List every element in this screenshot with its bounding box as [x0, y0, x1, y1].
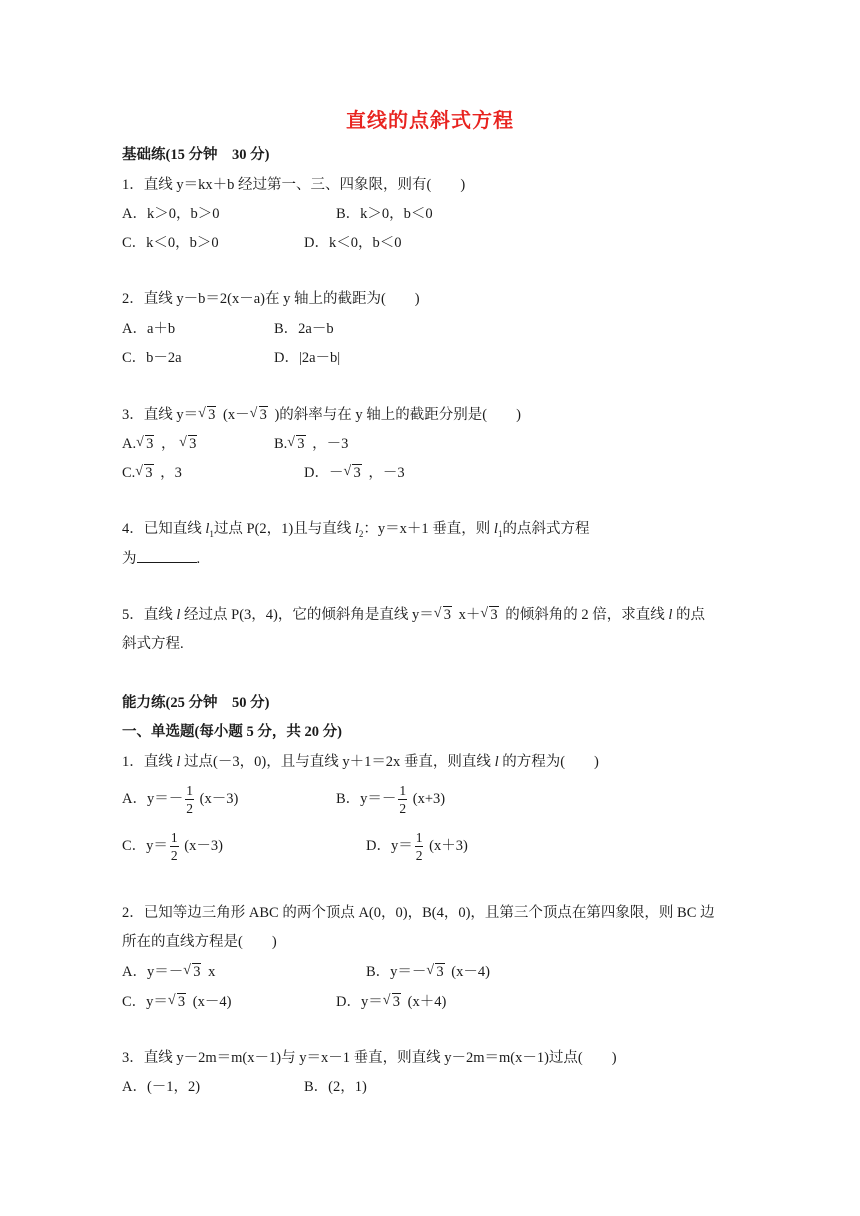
pq1-text: 过点(－3，0)，且与直线 y＋1＝2x 垂直，则直线: [180, 754, 495, 770]
question-1-option-b: B．k＞0，b＜0: [336, 206, 433, 222]
ability-question-2-option-a: [122, 963, 215, 981]
q5-text: x＋: [455, 607, 481, 623]
q3-stem-part: 3．直线 y＝: [122, 407, 199, 423]
option-label: C．y＝: [122, 994, 168, 1010]
ability-question-2-line-1: 2．已知等边三角形 ABC 的两个顶点 A(0，0)，B(4，0)，且第三个顶点在第四象限，则 BC 边: [122, 905, 715, 921]
pq1-text: 的方程为( ): [498, 754, 599, 770]
variable-l: l: [668, 607, 673, 623]
ability-question-1-option-c: [122, 829, 223, 864]
question-1-stem: 1．直线 y＝kx＋b 经过第一、三、四象限，则有( ): [122, 177, 466, 193]
q4-text: ：y＝x＋1 垂直，则: [363, 521, 494, 537]
q5-text: 的倾斜角的 2 倍，求直线: [501, 607, 669, 623]
option-text: (x+3): [409, 790, 446, 807]
fraction: [398, 782, 407, 817]
question-2-option-b: B．2a－b: [274, 321, 334, 337]
question-5-stem: [122, 606, 705, 624]
ability-question-3-option-a: A．(－1，2): [122, 1079, 201, 1095]
option-label: B．y＝－: [366, 964, 427, 980]
option-text: (x－3): [195, 790, 239, 807]
question-3-stem: [122, 406, 521, 424]
numerator: 1: [399, 783, 407, 798]
denominator: 2: [170, 848, 178, 863]
numerator: 1: [186, 783, 193, 798]
question-4-line-2: [122, 550, 200, 568]
ability-question-2-option-d: [336, 993, 446, 1011]
option-text: ，: [157, 436, 176, 452]
variable-l: l: [205, 521, 210, 537]
sqrt-symbol: [287, 435, 305, 453]
q4-text: 的点斜式方程: [502, 521, 590, 537]
option-text: (x－4): [189, 994, 232, 1010]
ability-question-1-option-a: [122, 782, 238, 817]
option-text: (x－3): [180, 837, 223, 854]
question-5-line-2: 斜式方程.: [122, 636, 184, 652]
question-2-option-c: C．b－2a: [122, 350, 182, 366]
radicand: 3: [259, 407, 267, 423]
question-1-option-c: C．k＜0，b＞0: [122, 235, 219, 251]
denominator: 2: [399, 801, 407, 816]
ability-question-1-option-d: [366, 829, 468, 864]
numerator: 1: [170, 830, 178, 845]
q4-text: 为: [122, 551, 137, 567]
radicand: 3: [297, 436, 305, 452]
q3-stem-part: (x－: [219, 407, 250, 423]
question-2-option-a: A．a＋b: [122, 321, 176, 337]
radicand: 3: [145, 465, 153, 481]
radicand: 3: [490, 607, 498, 623]
question-3-option-c: [122, 464, 182, 482]
option-label: A.: [122, 436, 137, 452]
fraction: [415, 829, 424, 864]
sqrt-symbol: [383, 993, 401, 1011]
q5-text: 5．直线: [122, 607, 177, 623]
radicand: 3: [353, 465, 361, 481]
sqrt-symbol: [183, 963, 201, 981]
variable-l: l: [493, 521, 498, 537]
answer-blank[interactable]: [137, 550, 197, 563]
question-3-option-b: [274, 435, 348, 453]
option-label: A．y＝－: [122, 790, 184, 807]
denominator: 2: [186, 801, 193, 816]
variable-l: l: [354, 521, 359, 537]
radicand: 3: [146, 436, 154, 452]
question-3-option-d: [304, 464, 405, 482]
radicand: 3: [177, 994, 186, 1010]
option-text: (x＋3): [425, 837, 468, 854]
ability-question-2-line-2: 所在的直线方程是( ): [122, 934, 277, 950]
ability-question-1-stem: [122, 753, 599, 771]
option-label: A．y＝－: [122, 964, 184, 980]
subscript: 1: [497, 528, 503, 539]
ability-question-3-stem: 3．直线 y－2m＝m(x－1)与 y＝x－1 垂直，则直线 y－2m＝m(x－1)过点( ): [122, 1050, 617, 1066]
radicand: 3: [193, 964, 201, 980]
subheading-text: 一、单选题(每小题 5 分，共 20 分): [122, 724, 342, 740]
question-3-option-a: [122, 435, 200, 453]
q5-text: 的点: [672, 607, 706, 623]
option-text: ，－3: [364, 465, 405, 481]
variable-l: l: [494, 754, 499, 770]
sqrt-symbol: [179, 435, 197, 453]
option-text: (x－4): [447, 964, 490, 980]
option-label: B.: [274, 436, 288, 452]
ability-question-1-option-b: [336, 782, 445, 817]
sqrt-symbol: [480, 606, 498, 624]
numerator: 1: [415, 830, 423, 845]
radicand: 3: [436, 964, 444, 980]
document-title: 直线的点斜式方程: [346, 110, 514, 132]
sqrt-symbol: [343, 464, 361, 482]
variable-l: l: [176, 607, 181, 623]
section-basic-heading: 基础练(15 分钟 30 分): [122, 147, 270, 163]
question-2-option-d: D．|2a－b|: [274, 350, 341, 366]
option-text: ，－3: [308, 436, 349, 452]
radicand: 3: [392, 994, 400, 1010]
sqrt-symbol: [136, 435, 154, 453]
radicand: 3: [443, 607, 452, 623]
fraction: [170, 829, 179, 864]
sqrt-symbol: [250, 406, 268, 424]
ability-question-3-option-b: B．(2，1): [304, 1079, 367, 1095]
option-label: D．y＝: [336, 994, 383, 1010]
single-choice-subheading: [122, 723, 342, 741]
option-label: D．－: [304, 465, 344, 481]
pq1-text: 1．直线: [122, 754, 177, 770]
subscript: 2: [358, 528, 364, 539]
option-label: C．y＝: [122, 837, 168, 854]
question-4-stem: [122, 520, 589, 543]
subscript: 1: [209, 528, 214, 539]
sqrt-symbol: [426, 963, 444, 981]
q4-text: .: [196, 551, 201, 567]
option-text: (x＋4): [403, 994, 447, 1010]
option-text: ，3: [156, 465, 182, 481]
q5-text: 经过点 P(3，4)，它的倾斜角是直线 y＝: [180, 607, 434, 623]
sqrt-symbol: [198, 406, 216, 424]
radicand: 3: [208, 407, 216, 423]
q4-text: 4．已知直线: [122, 521, 206, 537]
q3-stem-part: )的斜率与在 y 轴上的截距分别是( ): [270, 407, 521, 423]
section-ability-heading: 能力练(25 分钟 50 分): [122, 695, 270, 711]
option-text: x: [204, 964, 216, 980]
denominator: 2: [415, 848, 423, 863]
option-label: D．y＝: [366, 837, 413, 854]
question-1-option-a: A．k＞0，b＞0: [122, 206, 220, 222]
question-1-option-d: D．k＜0，b＜0: [304, 235, 402, 251]
sqrt-symbol: [135, 464, 153, 482]
question-2-stem: 2．直线 y－b＝2(x－a)在 y 轴上的截距为( ): [122, 291, 420, 307]
q4-text: 过点 P(2，1)且与直线: [213, 521, 355, 537]
fraction: [185, 782, 194, 817]
ability-question-2-option-b: [366, 963, 490, 981]
option-label: C.: [122, 465, 136, 481]
radicand: 3: [189, 436, 197, 452]
option-label: B．y＝－: [336, 790, 397, 807]
variable-l: l: [176, 754, 181, 770]
ability-question-2-option-c: [122, 993, 231, 1011]
sqrt-symbol: [168, 993, 186, 1011]
sqrt-symbol: [434, 606, 452, 624]
